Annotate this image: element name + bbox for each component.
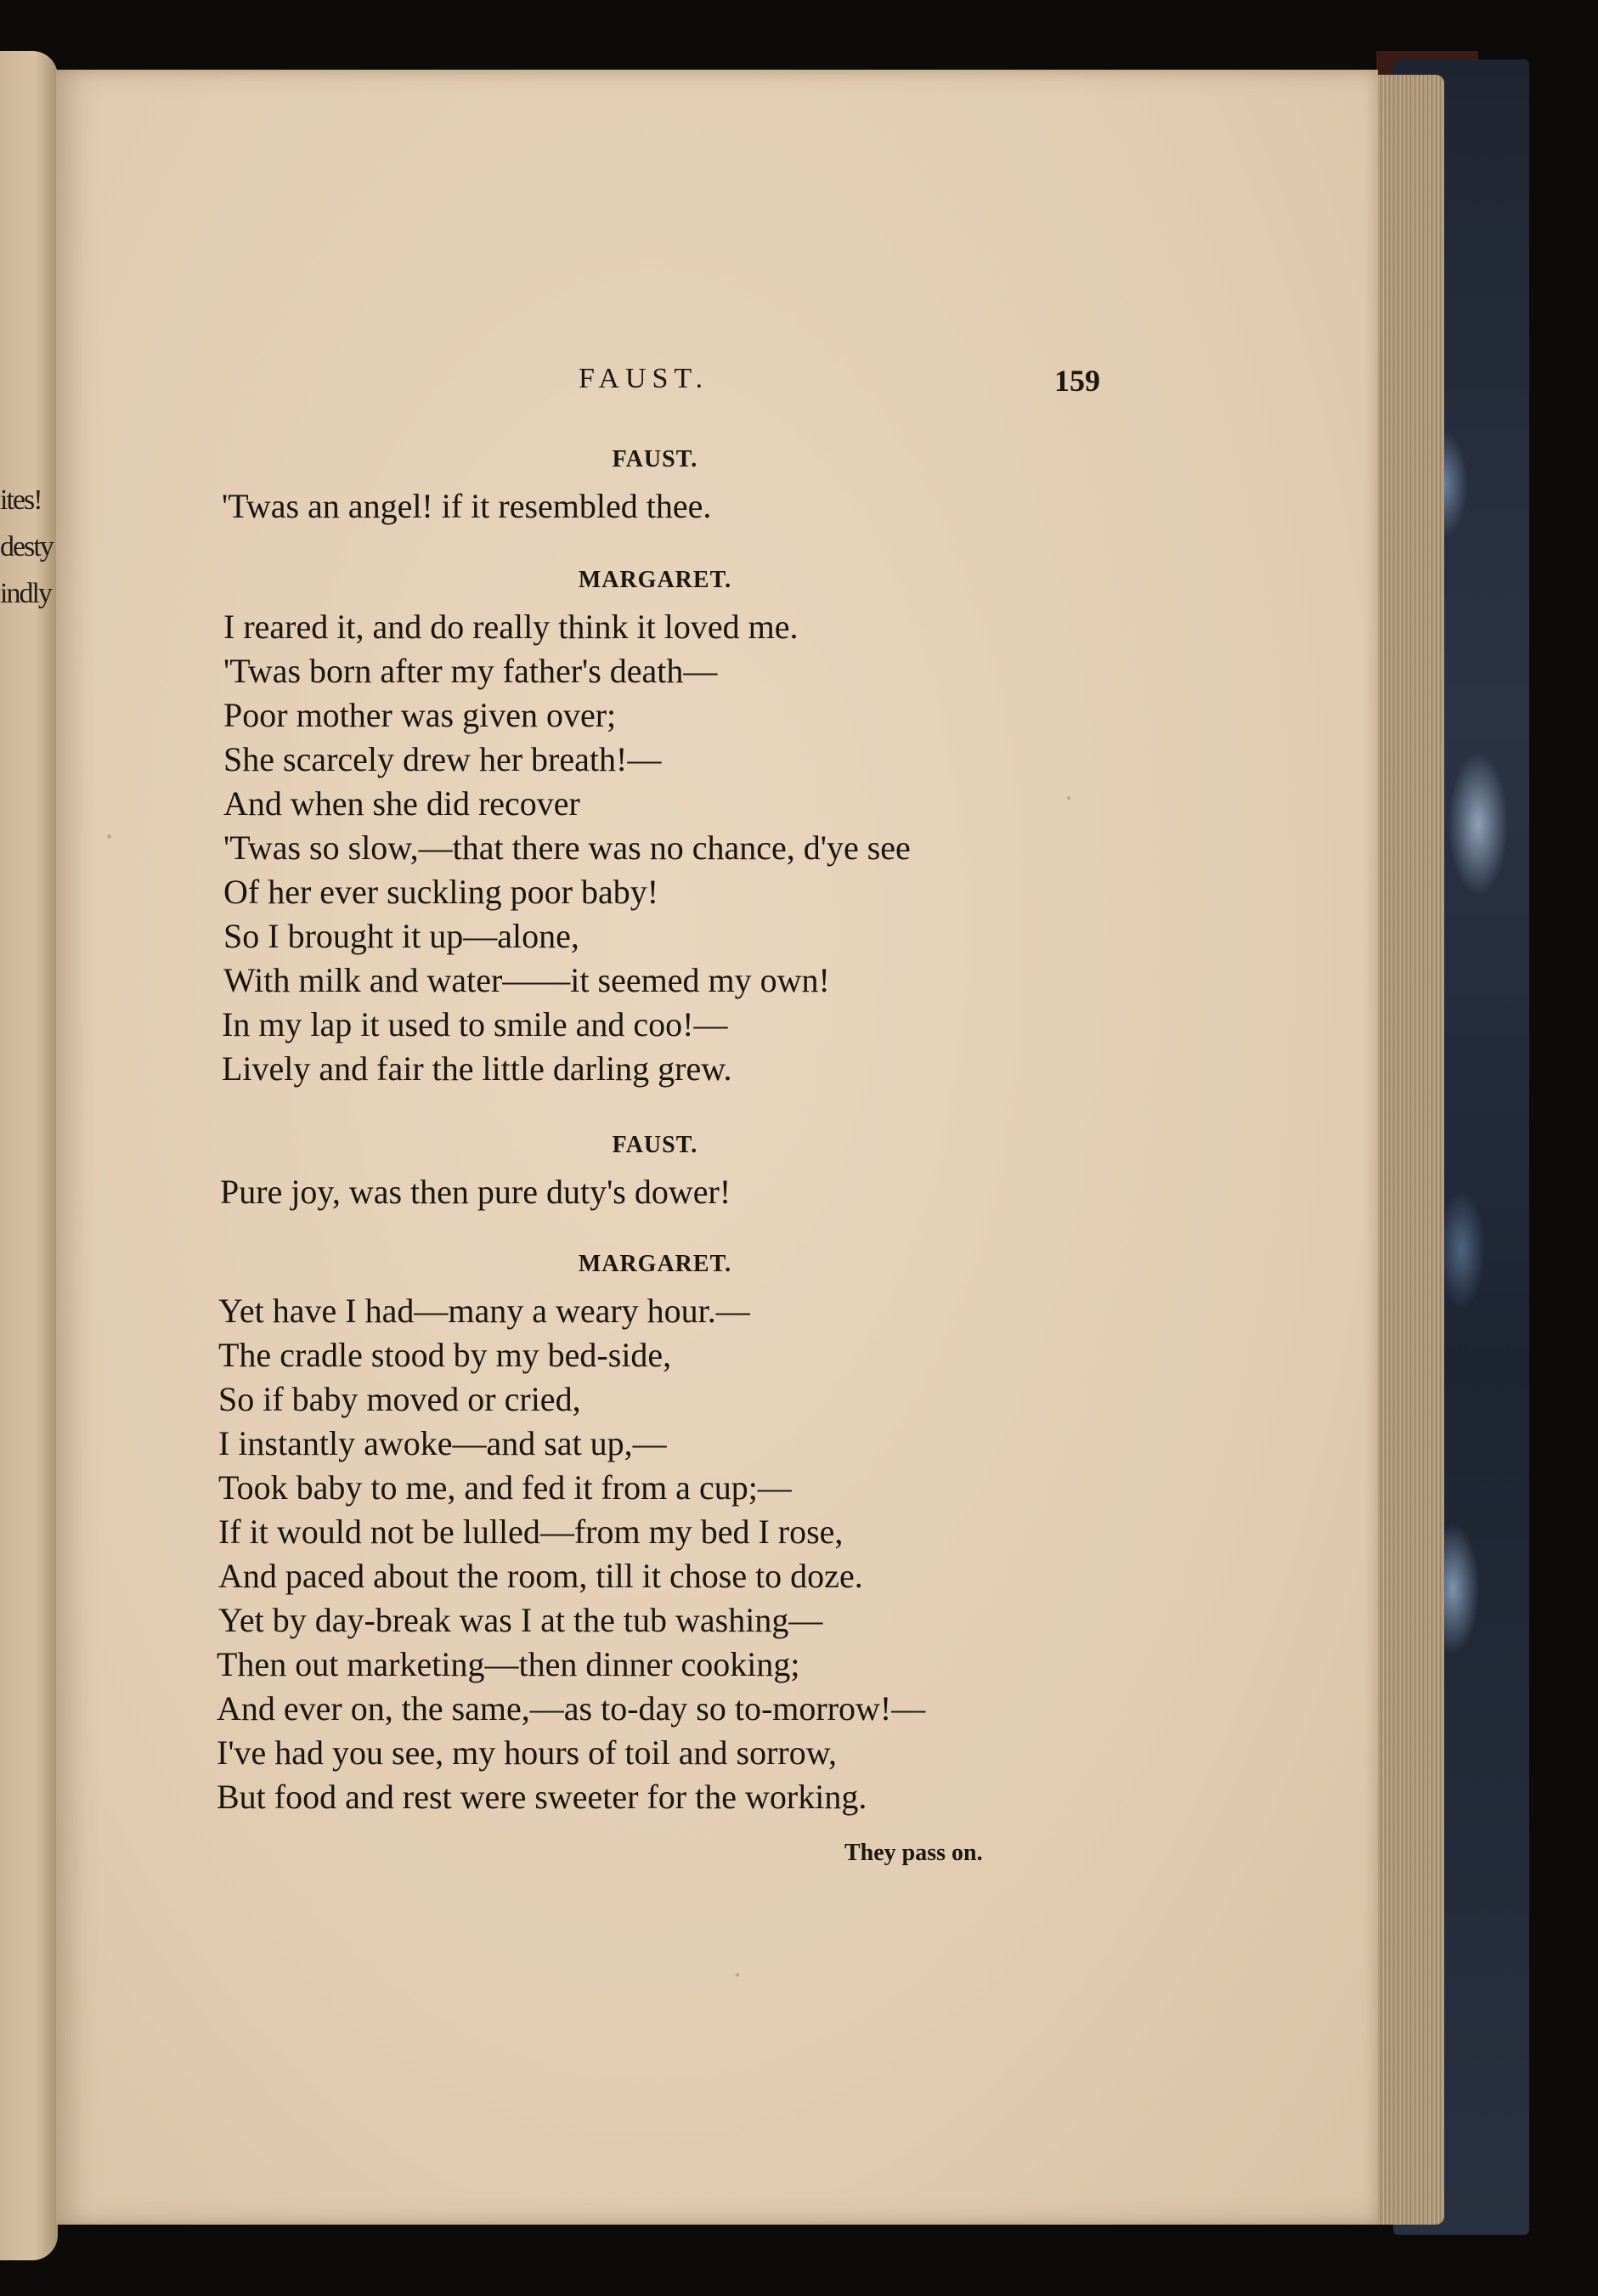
verse-line: 'Twas so slow,—that there was no chance, d'ye see — [223, 828, 911, 867]
verse-line: 'Twas an angel! if it resembled thee. — [222, 487, 712, 525]
adjacent-fragment: indly — [0, 578, 51, 609]
page-number: 159 — [1054, 364, 1100, 398]
verse-line: So I brought it up—alone, — [223, 917, 579, 955]
verse-line: Yet have I had—many a weary hour.— — [218, 1292, 750, 1330]
page-block-edges — [1369, 75, 1444, 2225]
verse-line: Lively and fair the little darling grew. — [222, 1049, 732, 1088]
verse-line: I've had you see, my hours of toil and sorrow, — [217, 1733, 838, 1772]
verse-line: So if baby moved or cried, — [218, 1380, 581, 1418]
book-page — [56, 70, 1378, 2225]
verse-line: The cradle stood by my bed-side, — [218, 1336, 672, 1374]
previous-page-sliver — [0, 51, 58, 2260]
running-title: FAUST. — [579, 363, 709, 394]
adjacent-fragment: desty — [0, 531, 53, 563]
verse-line: I reared it, and do really think it loved me. — [223, 608, 799, 646]
verse-line: And when she did recover — [223, 784, 580, 823]
verse-line: Yet by day-break was I at the tub washing— — [218, 1601, 823, 1639]
dust-speck — [107, 834, 111, 839]
dust-speck — [736, 1973, 739, 1976]
adjacent-fragment: ites! — [0, 484, 42, 516]
verse-line: She scarcely drew her breath!— — [223, 740, 662, 778]
verse-line: Poor mother was given over; — [223, 696, 617, 734]
verse-line: Pure joy, was then pure duty's dower! — [220, 1173, 731, 1211]
dust-speck — [1067, 796, 1070, 800]
verse-line: In my lap it used to smile and coo!— — [222, 1005, 728, 1043]
verse-line: But food and rest were sweeter for the working. — [217, 1778, 867, 1816]
speaker-label: MARGARET. — [578, 1251, 732, 1277]
verse-line: Took baby to me, and fed it from a cup;— — [218, 1468, 792, 1507]
speaker-label: FAUST. — [612, 1132, 698, 1158]
verse-line: I instantly awoke—and sat up,— — [218, 1424, 667, 1462]
verse-line: Then out marketing—then dinner cooking; — [217, 1645, 800, 1683]
speaker-label: FAUST. — [612, 446, 698, 472]
stage-direction: They pass on. — [844, 1840, 983, 1866]
page-header — [56, 363, 1378, 405]
verse-line: And ever on, the same,—as to-day so to-morrow!— — [217, 1689, 926, 1728]
verse-line: With milk and water——it seemed my own! — [223, 961, 830, 999]
verse-line: If it would not be lulled—from my bed I rose, — [218, 1513, 844, 1551]
verse-line: 'Twas born after my father's death— — [223, 652, 718, 690]
verse-line: And paced about the room, till it chose to doze. — [218, 1557, 863, 1595]
speaker-label: MARGARET. — [578, 567, 732, 593]
verse-line: Of her ever suckling poor baby! — [223, 873, 659, 911]
